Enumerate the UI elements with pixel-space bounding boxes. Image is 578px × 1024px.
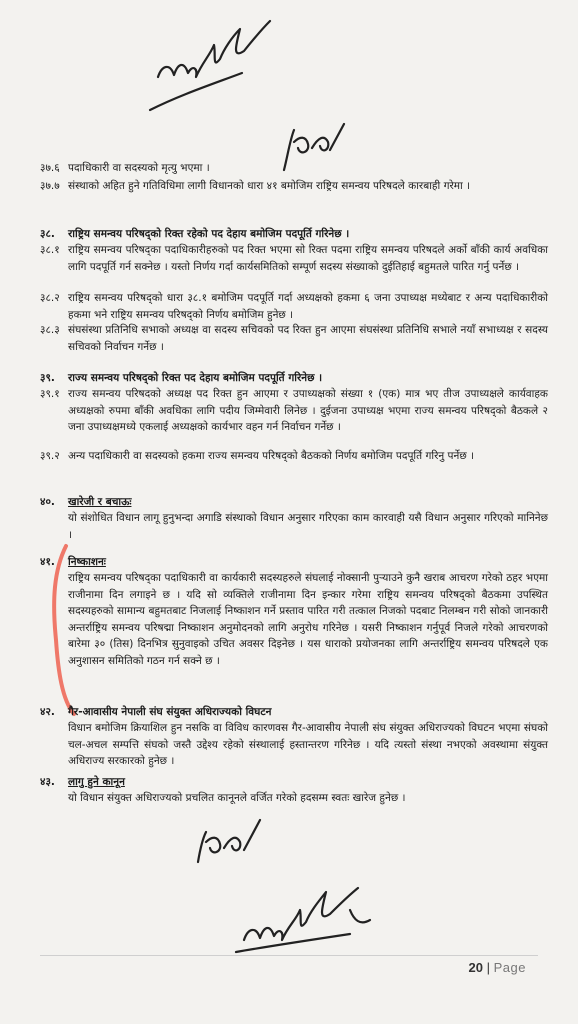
clause-37-6 xyxy=(40,160,548,176)
clause-40-heading xyxy=(40,494,548,510)
clause-number: ४२. xyxy=(40,706,55,718)
signature-bottom xyxy=(230,880,380,960)
clause-heading: लागु हुने कानून xyxy=(68,776,125,788)
clause-38-1 xyxy=(40,242,548,292)
clause-heading: राज्य समन्वय परिषद्को रिक्त पद देहाय बमोजिम पदपूर्ति गरिनेछ । xyxy=(68,372,323,384)
clause-heading: राष्ट्रिय समन्वय परिषद्को रिक्त रहेको पद देहाय बमोजिम पदपूर्ति गरिनेछ । xyxy=(68,228,350,240)
clause-heading: खारेजी र बचाऊः xyxy=(68,496,132,508)
clause-number: ४०. xyxy=(40,496,55,508)
clause-text: संघसंस्था प्रतिनिधि सभाको अध्यक्ष वा सदस्य सचिवको पद रिक्त हुन आएमा संघसंस्था प्रतिनिधि सभाले नयाँ सभाध्यक्ष र सदस्य सचिवको निर्वाचन गर्नेछ । xyxy=(68,324,548,353)
clause-43-body xyxy=(40,790,548,808)
clause-text: यो विधान संयुक्त अधिराज्यको प्रचलित कानूनले वर्जित गरेको हदसम्म स्वतः खारेज हुनेछ । xyxy=(68,792,406,804)
clause-text: पदाधिकारी वा सदस्यको मृत्यु भएमा । xyxy=(68,162,210,174)
clause-text: राज्य समन्वय परिषदको अध्यक्ष पद रिक्त हुन आएमा र उपाध्यक्षको संख्या १ (एक) मात्र भए तीज उपाध्यक्षले कार्यवाहक अध्यक्षको रुपमा बाँकी अवधिका लागि पदीय जिम्मेवारी लिनेछ । दुईजना उपाध्यक्ष भएमा राज्य समन्वय परिषद्को बैठकले २ जना उपाध्यक्षमध्ये एकलाई अध्यक्षको कार्यभार वहन गर्न निर्वाचन गर्नेछ । xyxy=(68,388,548,433)
clause-text: अन्य पदाधिकारी वा सदस्यको हकमा राज्य समन्वय परिषद्को बैठकको निर्णय बमोजिम पदपूर्ति गरिनु पर्नेछ । xyxy=(68,450,475,462)
footer-separator: | xyxy=(486,960,490,975)
clause-39-1 xyxy=(40,386,548,452)
clause-number: ३८.३ xyxy=(40,324,60,336)
clause-number: ३९.१ xyxy=(40,388,60,400)
clause-39-heading xyxy=(40,370,548,386)
clause-38-3 xyxy=(40,322,548,356)
page-footer xyxy=(469,960,526,975)
clause-40-body xyxy=(40,510,548,544)
clause-41-body xyxy=(40,570,548,702)
clause-42-heading xyxy=(40,704,548,720)
clause-text: यो संशोधित विधान लागू हुनुभन्दा अगाडि संस्थाको विधान अनुसार गरिएका काम कारवाही यसै विधान अनुसार गरिएको मानिनेछ । xyxy=(68,512,548,541)
footer-divider xyxy=(40,955,538,956)
clause-heading: निष्काशनः xyxy=(68,556,106,568)
clause-41-heading xyxy=(40,554,548,570)
clause-37-7 xyxy=(40,178,548,212)
clause-43-heading xyxy=(40,774,548,790)
clause-number: ३७.६ xyxy=(40,162,60,174)
clause-number: ४१. xyxy=(40,556,55,568)
clause-text: राष्ट्रिय समन्वय परिषद्का पदाधिकारीहरुको पद रिक्त भएमा सो रिक्त पदमा राष्ट्रिय समन्वय परिषदले अर्को बाँकी कार्य अवधिका लागि पदपूर्ति गर्न सक्नेछ । यस्तो निर्णय गर्दा कार्यसमितिको सम्पूर्ण सदस्य संख्याको दुईतिहाई बहुमतले पारित गर्नु पर्नेछ । xyxy=(68,244,548,273)
clause-heading: गैर-आवासीय नेपाली संघ संयुक्त अधिराज्यको विघटन xyxy=(68,706,272,718)
clause-number: ४३. xyxy=(40,776,55,788)
clause-text: राष्ट्रिय समन्वय परिषद्का पदाधिकारी वा कार्यकारी सदस्यहरुले संघलाई नोक्सानी पुऱ्याउने कुनै खराब आचरण गरेको ठहर भएमा राजीनामा दिन लगाइने छ । यदि सो व्यक्तिले राजीनामा दिन इन्कार गरेमा राष्ट्रिय समन्वय परिषद्को बैठकमा उपस्थित सदस्यहरुको सामान्य बहुमतबाट निजलाई निष्काशन गर्ने प्रस्ताव पारित गरी तत्काल निजको पदबाट निलम्बन गरी सोको जानकारी अन्तर्राष्ट्रिय समन्वय परिषद्मा निष्काशन अनुमोदनको लागि अनुरोध गरिनेछ । यसरी निष्काशन गर्नुपूर्व निजले गरेको आचरणको बारेमा ३० (तिस) दिनभित्र सुनुवाइको उचित अवसर दिइनेछ । यस धाराको प्रयोजनका लागि अन्तर्राष्ट्रिय समन्वय परिषदले एक अनुशासन समितिको गठन गर्न सक्ने छ । xyxy=(68,572,548,667)
signature-top xyxy=(140,15,280,115)
clause-number: ३८.१ xyxy=(40,244,60,256)
clause-39-2 xyxy=(40,448,548,482)
clause-42-body xyxy=(40,720,548,770)
clause-38-heading xyxy=(40,226,548,242)
clause-text: राष्ट्रिय समन्वय परिषद्को धारा ३८.१ बमोजिम पदपूर्ति गर्दा अध्यक्षको हकमा ६ जना उपाध्यक्ष मध्येबाट र अन्य पदाधिकारीको हकमा भने राष्ट्रिय समन्वय परिषद्को निर्णय बमोजिम हुनेछ । xyxy=(68,292,548,321)
clause-number: ३९.२ xyxy=(40,450,60,462)
clause-number: ३८.२ xyxy=(40,292,60,304)
clause-38-2 xyxy=(40,290,548,324)
page-number: 20 xyxy=(468,960,483,975)
clause-number: ३९. xyxy=(40,372,55,384)
clause-number: ३८. xyxy=(40,228,55,240)
clause-text: विधान बमोजिम क्रियाशिल हुन नसकि वा विविध कारणवस गैर-आवासीय नेपाली संघ संयुक्त अधिराज्यको विघटन भएमा संघको चल-अचल सम्पत्ति संघको जस्तै उद्देश्य रहेको संस्थालाई हस्तान्तरण गरिनेछ । यदि त्यस्तो संस्था नभएको अवस्थामा संयुक्त अधिराज्य सरकारको हुनेछ । xyxy=(68,722,548,767)
clause-number: ३७.७ xyxy=(40,180,60,192)
clause-text: संस्थाको अहित हुने गतिविधिमा लागी विधानको धारा ४१ बमोजिम राष्ट्रिय समन्वय परिषदले कारबाही गरेमा । xyxy=(68,180,471,192)
signature-initial-bottom xyxy=(190,812,270,872)
page-label: Page xyxy=(493,960,526,975)
